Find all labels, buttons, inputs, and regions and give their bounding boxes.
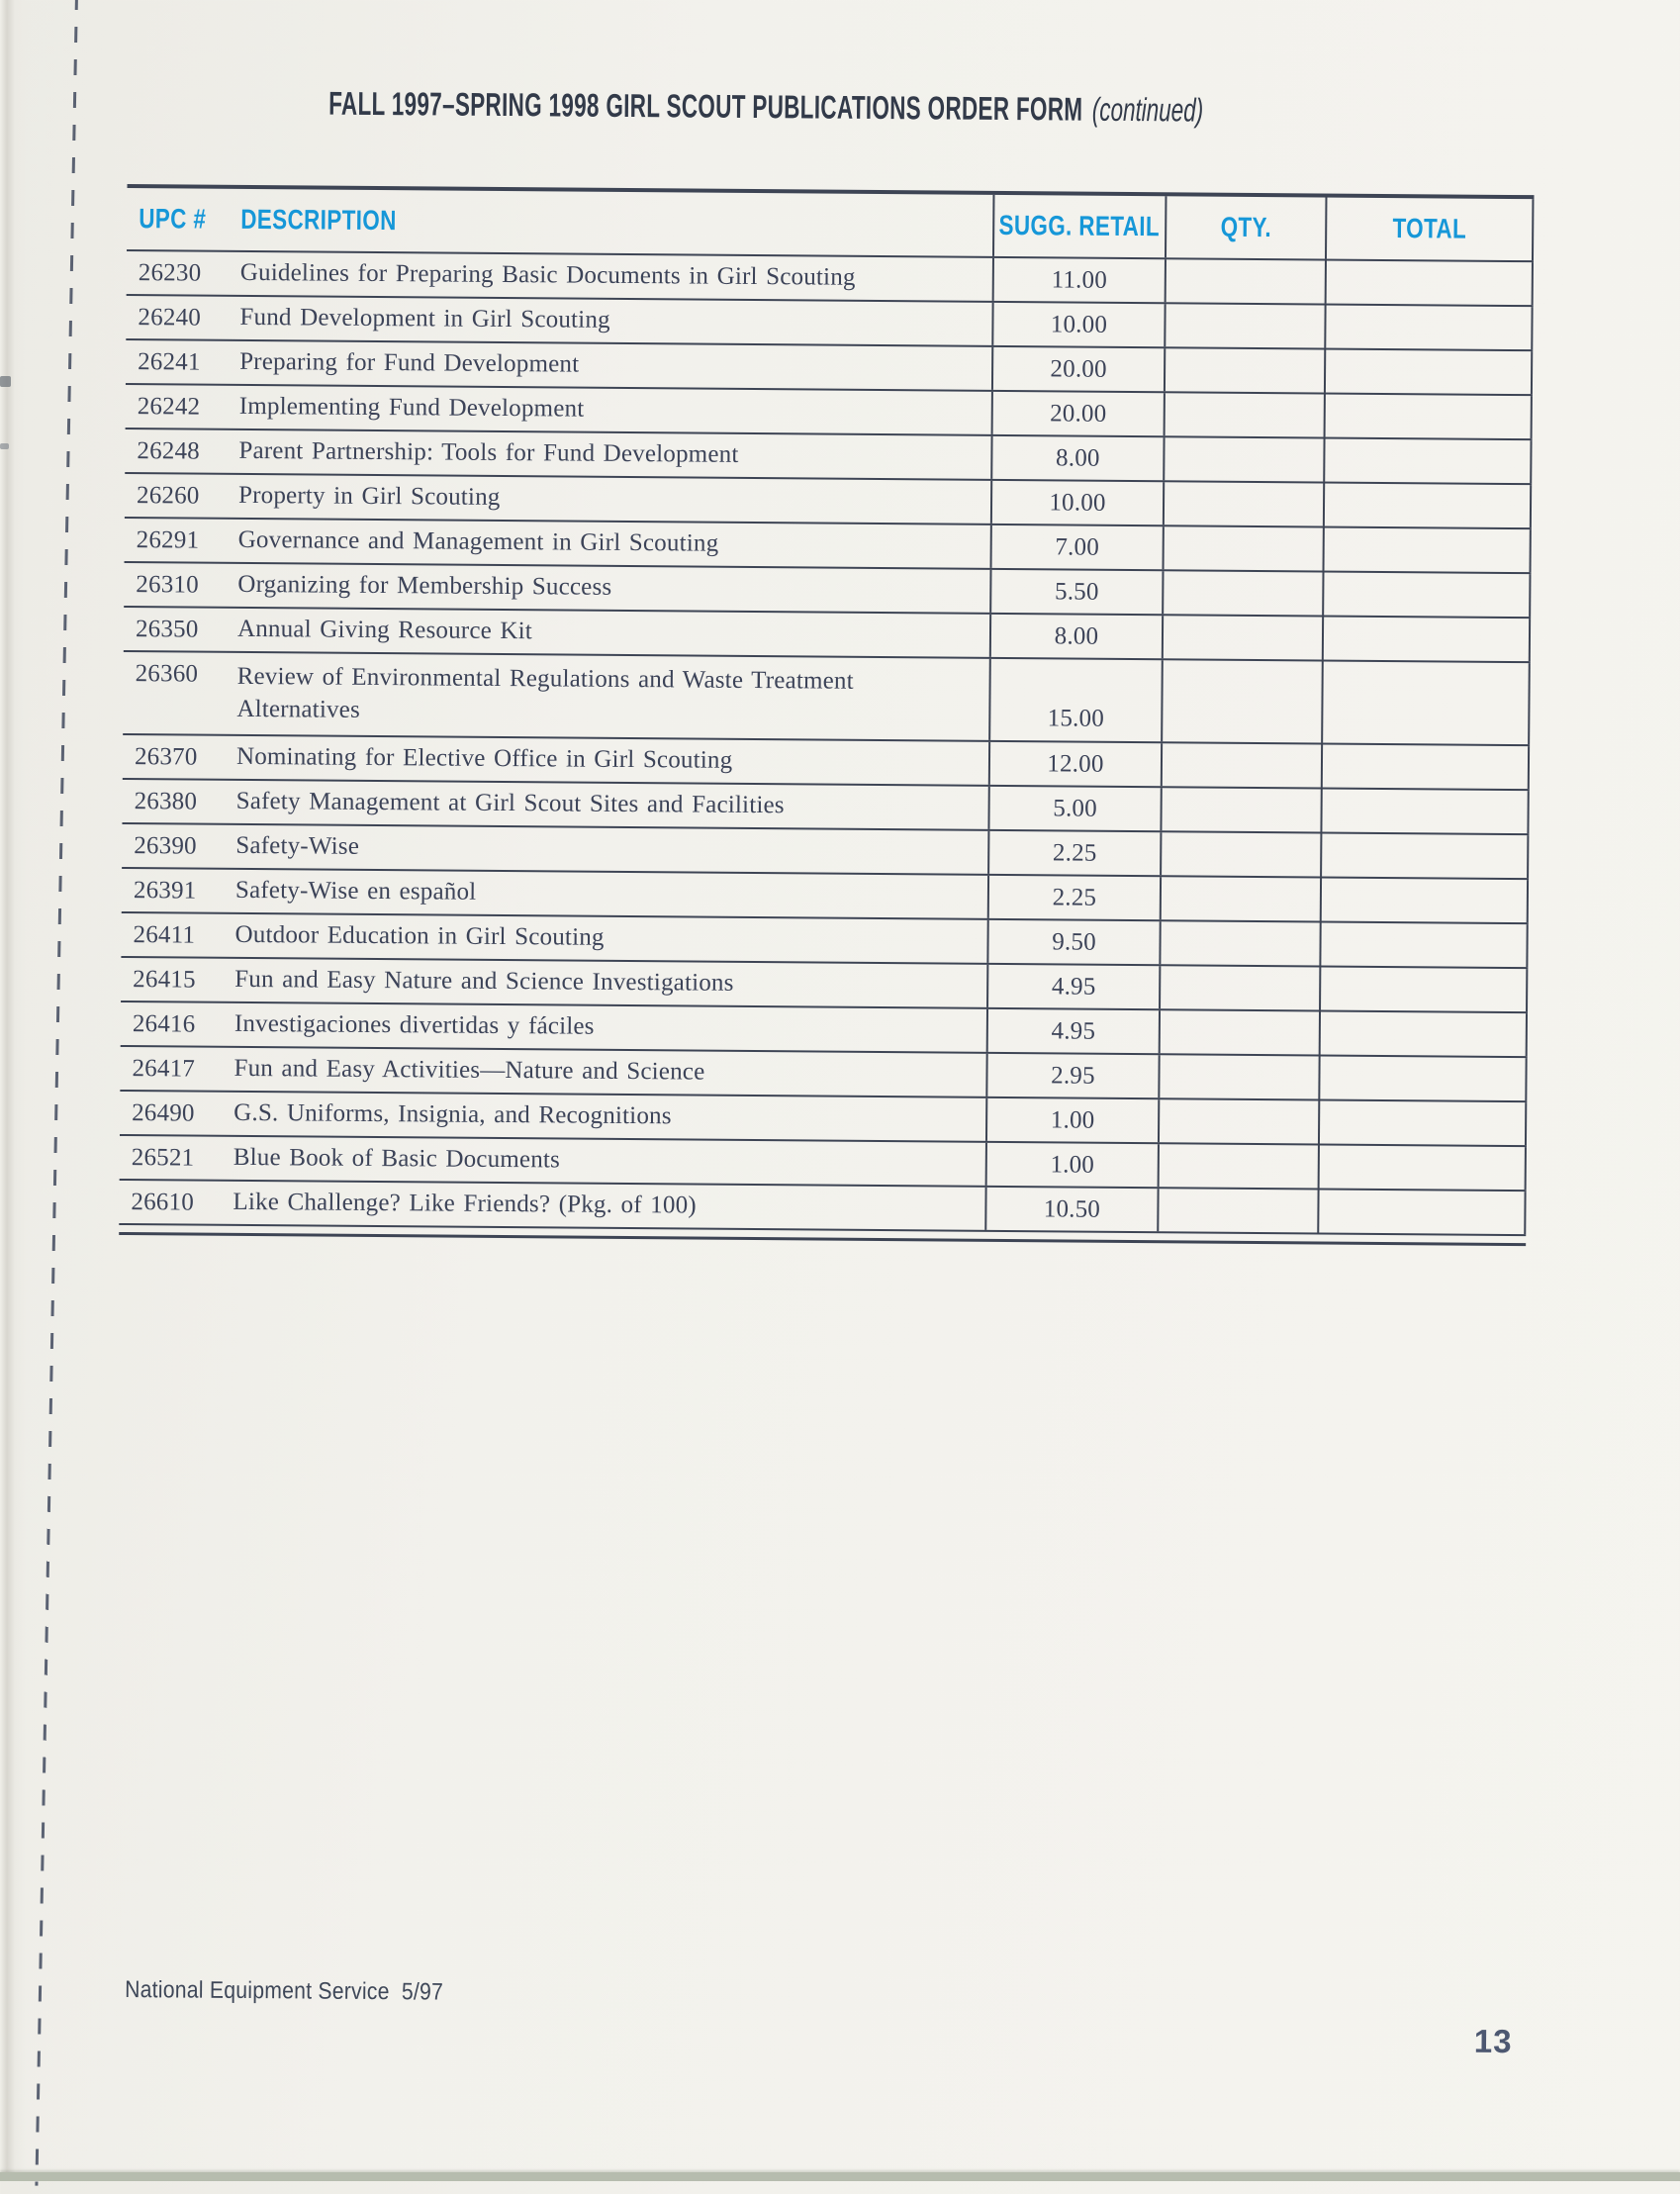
retail-cell: 1.00 [985, 1098, 1158, 1142]
description-text: Safety-Wise [235, 832, 360, 861]
upc-cell: 26391 [133, 876, 197, 905]
table-header-row [127, 188, 1534, 262]
total-cell [1325, 261, 1534, 306]
header-qty: QTY. [1165, 196, 1325, 258]
qty-cell [1159, 966, 1319, 1009]
description-cell [233, 825, 987, 874]
upc-cell: 26242 [137, 392, 201, 421]
retail-cell: 2.95 [985, 1054, 1158, 1097]
description-text: Review of Environmental Regulations and Waste Treatment Alternatives [236, 662, 854, 723]
qty-cell [1164, 304, 1324, 347]
retail-cell: 2.25 [987, 831, 1160, 875]
description-text: Fund Development in Girl Scouting [239, 304, 610, 334]
qty-cell [1164, 393, 1324, 436]
qty-cell [1158, 1099, 1318, 1143]
header-description: DESCRIPTION [240, 203, 397, 237]
description-text: Fun and Easy Nature and Science Investigations [234, 966, 734, 998]
description-text: Nominating for Elective Office in Girl Scouting [235, 743, 733, 775]
total-cell [1323, 528, 1532, 573]
description-cell [233, 781, 987, 829]
description-text: Outdoor Education in Girl Scouting [234, 921, 605, 952]
upc-cell: 26248 [137, 436, 201, 465]
page-title [328, 85, 1203, 130]
upc-cell: 26415 [133, 965, 196, 994]
qty-cell [1158, 1055, 1318, 1098]
total-cell [1323, 484, 1532, 528]
retail-cell: 5.00 [987, 787, 1160, 830]
upc-cell: 26350 [135, 615, 199, 643]
description-cell [235, 475, 990, 524]
retail-cell: 20.00 [991, 347, 1164, 391]
qty-cell [1157, 1189, 1317, 1232]
retail-cell: 15.00 [988, 659, 1162, 741]
description-cell [231, 1093, 985, 1141]
qty-cell [1158, 1144, 1318, 1188]
description-cell [234, 564, 989, 613]
description-cell [232, 914, 986, 963]
retail-cell: 5.50 [989, 570, 1162, 614]
description-text: Guidelines for Preparing Basic Documents in Girl Scouting [239, 259, 856, 292]
description-cell [231, 1137, 985, 1186]
publications-order-table [119, 184, 1534, 1246]
total-cell [1320, 834, 1529, 879]
qty-cell [1160, 788, 1320, 831]
total-cell [1319, 923, 1528, 968]
total-cell [1324, 350, 1533, 395]
retail-cell: 4.95 [986, 965, 1159, 1008]
retail-cell: 8.00 [989, 615, 1162, 658]
upc-cell: 26240 [138, 303, 202, 332]
description-cell [232, 959, 986, 1007]
upc-cell: 26390 [134, 831, 197, 860]
upc-cell: 26260 [136, 481, 200, 510]
upc-cell: 26241 [138, 347, 201, 376]
total-cell [1318, 1100, 1527, 1145]
description-cell [234, 609, 989, 657]
total-cell [1321, 745, 1530, 790]
upc-cell: 26411 [133, 920, 196, 949]
description-text: G.S. Uniforms, Insignia, and Recognitions [233, 1099, 672, 1130]
description-cell [235, 430, 990, 479]
description-cell [230, 1182, 984, 1230]
header-sugg-retail: SUGG. RETAIL [992, 195, 1165, 257]
description-cell [233, 736, 988, 785]
total-cell [1322, 573, 1531, 618]
description-text: Fun and Easy Activities—Nature and Science [233, 1055, 705, 1086]
total-cell [1324, 395, 1533, 439]
total-cell [1317, 1190, 1526, 1234]
qty-cell [1164, 348, 1324, 392]
header-upc: UPC # [139, 203, 207, 235]
upc-cell: 26610 [131, 1188, 195, 1216]
total-cell [1319, 968, 1528, 1012]
total-cell [1318, 1056, 1527, 1100]
retail-cell: 10.00 [991, 303, 1164, 346]
retail-cell: 20.00 [991, 392, 1164, 435]
description-cell [233, 653, 989, 740]
description-text: Like Challenge? Like Friends? (Pkg. of 100) [233, 1189, 697, 1219]
description-text: Blue Book of Basic Documents [233, 1144, 561, 1174]
qty-cell [1163, 482, 1323, 525]
description-text: Preparing for Fund Development [239, 348, 580, 378]
upc-cell: 26291 [136, 525, 200, 554]
description-text: Safety Management at Girl Scout Sites and Facilities [235, 788, 785, 819]
retail-cell: 7.00 [990, 525, 1163, 569]
retail-cell: 2.25 [987, 876, 1160, 919]
total-cell [1319, 1012, 1528, 1057]
retail-cell: 4.95 [986, 1009, 1159, 1053]
description-cell [235, 520, 990, 568]
description-cell [236, 341, 991, 390]
total-cell [1322, 618, 1531, 662]
upc-cell: 26416 [132, 1009, 196, 1038]
qty-cell [1160, 877, 1320, 920]
upc-cell: 26360 [135, 660, 199, 688]
description-cell [232, 1003, 986, 1052]
page-number: 13 [1473, 2022, 1513, 2060]
qty-cell [1163, 437, 1323, 481]
qty-cell [1159, 1010, 1319, 1054]
retail-cell: 1.00 [985, 1143, 1158, 1187]
description-text: Parent Partnership: Tools for Fund Development [238, 437, 739, 469]
qty-cell [1162, 571, 1322, 615]
retail-cell: 12.00 [988, 742, 1161, 786]
qty-cell [1159, 921, 1319, 965]
description-text: Annual Giving Resource Kit [236, 616, 533, 645]
qty-cell [1161, 660, 1322, 742]
upc-cell: 26380 [134, 787, 198, 815]
table-row [123, 652, 1531, 746]
description-text: Property in Girl Scouting [237, 482, 501, 512]
qty-cell [1163, 526, 1323, 570]
description-cell [231, 1048, 985, 1097]
upc-cell: 26417 [132, 1054, 196, 1083]
retail-cell: 11.00 [992, 258, 1165, 302]
page-title-main: FALL 1997–SPRING 1998 GIRL SCOUT PUBLICATIONS ORDER FORM [328, 84, 1083, 128]
footer-note: National Equipment Service 5/97 [125, 1976, 444, 2006]
upc-cell: 26490 [132, 1098, 195, 1127]
total-cell [1323, 439, 1532, 484]
total-cell [1321, 662, 1531, 745]
description-text: Implementing Fund Development [238, 393, 585, 423]
retail-cell: 8.00 [990, 436, 1163, 480]
qty-cell [1162, 616, 1322, 659]
retail-cell: 10.00 [990, 481, 1163, 525]
description-text: Governance and Management in Girl Scouting [237, 526, 719, 557]
retail-cell: 9.50 [986, 920, 1159, 964]
upc-cell: 26230 [138, 258, 202, 287]
qty-cell [1165, 259, 1325, 303]
description-cell [237, 252, 992, 301]
total-cell [1324, 306, 1533, 350]
upc-cell: 26521 [131, 1143, 195, 1172]
qty-cell [1161, 743, 1321, 787]
total-cell [1318, 1145, 1527, 1190]
retail-cell: 10.50 [984, 1188, 1157, 1231]
description-cell [236, 297, 991, 345]
description-text: Safety-Wise en español [234, 877, 477, 906]
upc-cell: 26310 [136, 570, 199, 599]
table-body [119, 251, 1534, 1236]
total-cell [1320, 790, 1529, 834]
description-text: Investigaciones divertidas y fáciles [233, 1010, 595, 1040]
description-cell [233, 870, 987, 918]
description-text: Organizing for Membership Success [237, 571, 612, 602]
total-cell [1320, 879, 1529, 923]
qty-cell [1160, 832, 1320, 876]
page-title-continued: (continued) [1091, 90, 1204, 129]
header-total: TOTAL [1325, 198, 1534, 261]
description-cell [236, 386, 991, 434]
upc-cell: 26370 [134, 742, 198, 771]
